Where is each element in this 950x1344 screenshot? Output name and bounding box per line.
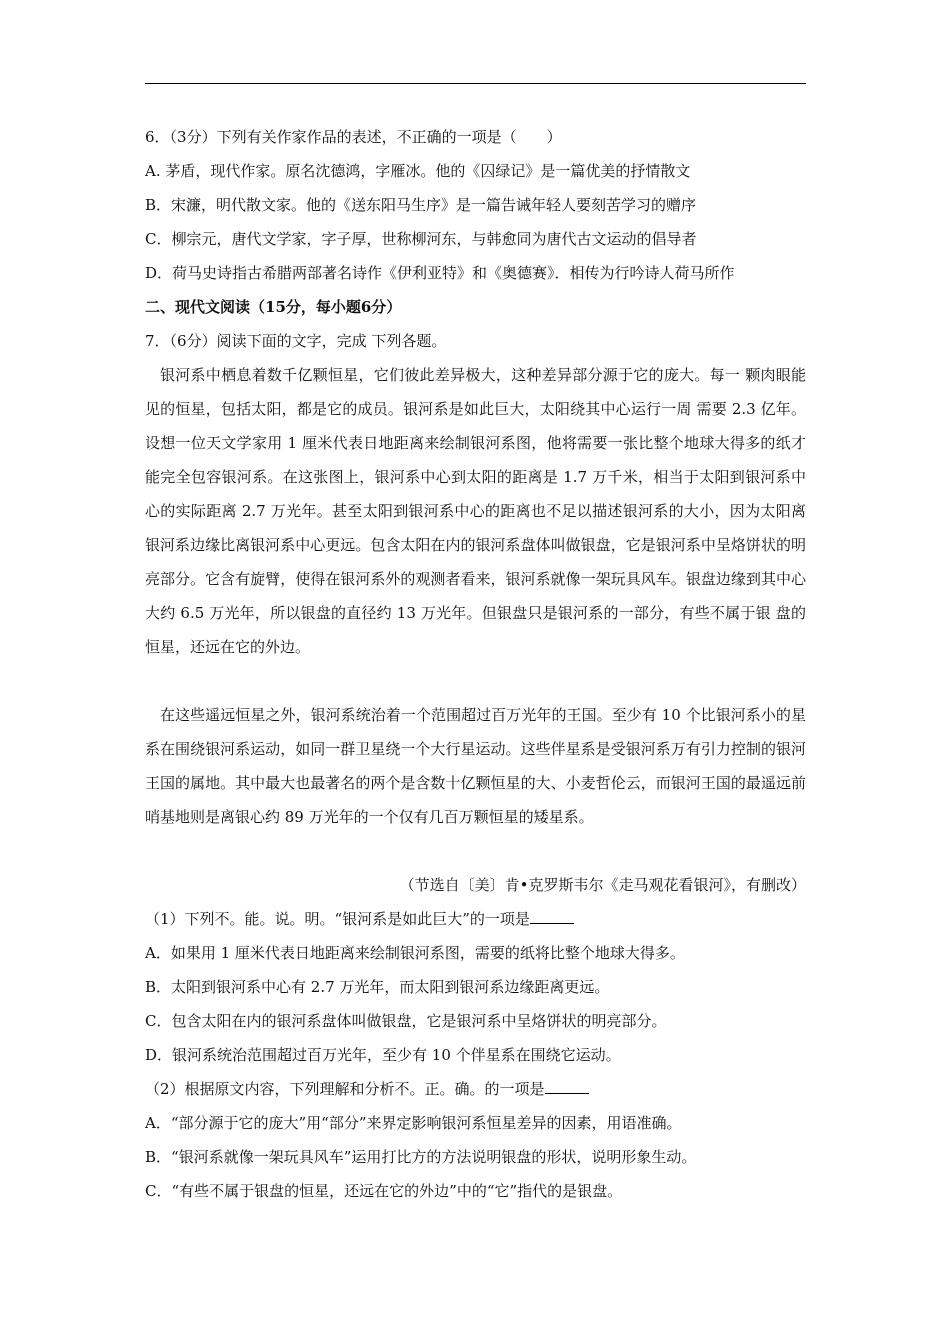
header-rule [145,83,806,84]
sub-question-1-option-b: B．太阳到银河系中心有 2.7 万光年，而太阳到银河系边缘距离更远。 [145,978,610,996]
page-content [145,120,806,1208]
sub-question-2-stem [145,1072,806,1106]
sub-question-1-stem [145,902,806,936]
sub-question-1-option-d: D．银河系统治范围超过百万光年，至少有 10 个伴星系在围绕它运动。 [145,1046,621,1064]
sub-question-2-text: （2）根据原文内容，下列理解和分析不。正。确。的一项是 [145,1080,545,1098]
sub-question-2-option-a: A．“部分源于它的庞大”用“部分”来界定影响银河系恒星差异的因素，用语准确。 [145,1114,682,1132]
question-7-stem: 7．（6分）阅读下面的文字，完成 下列各题。 [145,332,447,350]
sub-question-1-text: （1）下列不。能。说。明。“银河系是如此巨大”的一项是 [145,910,530,928]
question-6-option-c: C．柳宗元，唐代文学家，字子厚，世称柳河东，与韩愈同为唐代古文运动的倡导者 [145,230,697,248]
question-6-option-b: B．宋濂，明代散文家。他的《送东阳马生序》是一篇告诫年轻人要刻苦学习的赠序 [145,196,697,214]
section-heading: 二、现代文阅读（15分，每小题6分） [145,298,402,316]
sub-question-2-option-b: B．“银河系就像一架玩具风车”运用打比方的方法说明银盘的形状，说明形象生动。 [145,1148,697,1166]
question-6-stem: 6．（3分）下列有关作家作品的表述，不正确的一项是（ ） [145,128,562,146]
passage-paragraph-1: 银河系中栖息着数千亿颗恒星，它们彼此差异极大，这种差异部分源于它的庞大。每一 颗肉眼能见的恒星，包括太阳，都是它的成员。银河系是如此巨大，太阳绕其中心运行一周 需要 2.3 亿年。设想一位天文学家用 1 厘米代表日地距离来绘制银河系图，他将需要一张比整个地球大得多的纸才能完全包容银河系。在这张图上，银河系中心到太阳的距离是 1.7 万千米，相当于太阳到银河系中心的实际距离 2.7 万光年。甚至太阳到银河系中心的距离也不足以描述银河系的大小，因为太阳离银河系边缘比离银河系中心更远。包含太阳在内的银河系盘体叫做银盘，它是银河系中呈烙饼状的明亮部分。它含有旋臂，使得在银河系外的观测者看来，银河系就像一架玩具风车。银盘边缘到其中心 大约 6.5 万光年，所以银盘的直径约 13 万光年。但银盘只是银河系的一部分，有些不属于银 盘的恒星，还远在它的外边。 [145,366,806,656]
passage-source: （节选自〔美〕肯•克罗斯韦尔《走马观花看银河》，有删改） [399,876,806,894]
sub-question-1-option-a: A．如果用 1 厘米代表日地距离来绘制银河系图，需要的纸将比整个地球大得多。 [145,944,685,962]
sub-question-2-option-c: C．“有些不属于银盘的恒星，还远在它的外边”中的“它”指代的是银盘。 [145,1182,623,1200]
answer-blank [545,1077,589,1094]
question-6-option-a: A. 茅盾，现代作家。原名沈德鸿，字雁冰。他的《囚绿记》是一篇优美的抒情散文 [145,162,691,180]
passage-paragraph-2: 在这些遥远恒星之外，银河系统治着一个范围超过百万光年的王国。至少有 10 个比银河系小的星系在围绕银河系运动，如同一群卫星绕一个大行星运动。这些伴星系是受银河系万有引力控制的银河王国的属地。其中最大也最著名的两个是含数十亿颗恒星的大、小麦哲伦云，而银河王国的最遥远前哨基地则是离银心约 89 万光年的一个仅有几百万颗恒星的矮星系。 [145,706,806,826]
sub-question-1-option-c: C．包含太阳在内的银河系盘体叫做银盘，它是银河系中呈烙饼状的明亮部分。 [145,1012,667,1030]
question-6-option-d: D．荷马史诗指古希腊两部著名诗作《伊利亚特》和《奥德赛》．相传为行吟诗人荷马所作 [145,264,735,282]
answer-blank [530,907,574,924]
